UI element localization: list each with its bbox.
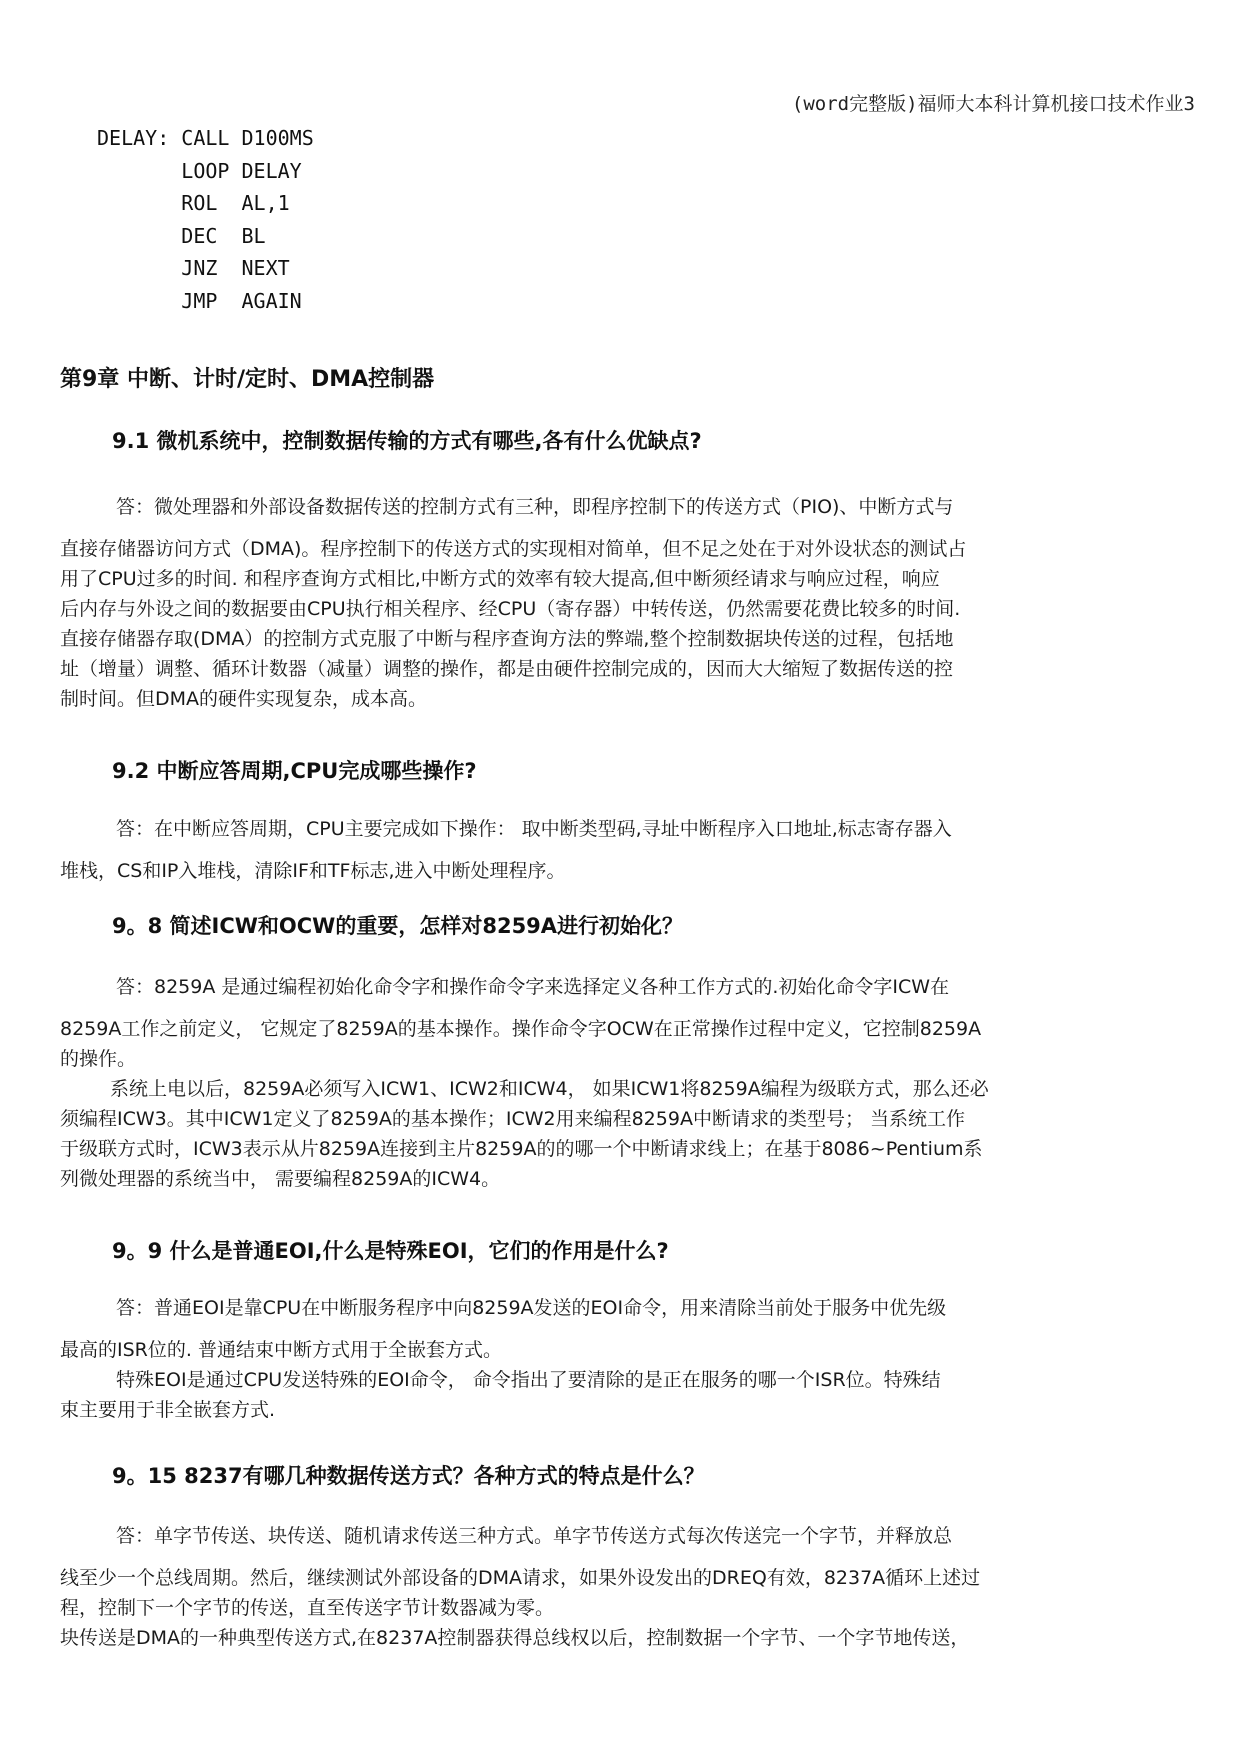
answer-line: 址（增量）调整、循环计数器（减量）调整的操作，都是由硬件控制完成的，因而大大缩短了数据传送的控 <box>60 658 954 680</box>
page-header: (word完整版)福师大本科计算机接口技术作业3 <box>791 93 1195 115</box>
answer-9-15 <box>60 1521 1190 1653</box>
answer-line: 直接存储器存取(DMA）的控制方式克服了中断与程序查询方法的弊端,整个控制数据块传送的过程，包括地 <box>60 628 954 650</box>
answer-9-2 <box>60 814 1190 886</box>
code-line: JNZ NEXT <box>97 256 290 280</box>
question-9-9-title: 9。9 什么是普通EOI,什么是特殊EOI，它们的作用是什么? <box>112 1239 669 1263</box>
answer-line: 答：普通EOI是靠CPU在中断服务程序中向8259A发送的EOI命令，用来清除当前处于服务中优先级 <box>116 1297 947 1319</box>
assembly-code-block <box>97 122 314 317</box>
answer-line: 于级联方式时，ICW3表示从片8259A连接到主片8259A的的哪一个中断请求线上；在基于8086~Pentium系 <box>60 1138 983 1160</box>
code-line: DELAY: CALL D100MS <box>97 126 314 150</box>
answer-line: 最高的ISR位的. 普通结束中断方式用于全嵌套方式。 <box>60 1339 502 1361</box>
answer-line: 程，控制下一个字节的传送，直至传送字节计数器减为零。 <box>60 1597 555 1619</box>
answer-line: 堆栈，CS和IP入堆栈，清除IF和TF标志,进入中断处理程序。 <box>60 860 566 882</box>
answer-line: 答：8259A 是通过编程初始化命令字和操作命令字来选择定义各种工作方式的.初始化命令字ICW在 <box>116 976 950 998</box>
question-9-2-title: 9.2 中断应答周期,CPU完成哪些操作? <box>112 759 477 783</box>
answer-line: 制时间。但DMA的硬件实现复杂，成本高。 <box>60 688 428 710</box>
question-9-1-title: 9.1 微机系统中，控制数据传输的方式有哪些,各有什么优缺点? <box>112 429 702 453</box>
question-9-15-title: 9。15 8237有哪几种数据传送方式？各种方式的特点是什么？ <box>112 1464 705 1488</box>
answer-line: 后内存与外设之间的数据要由CPU执行相关程序、经CPU（寄存器）中转传送，仍然需要花费比较多的时间. <box>60 598 961 620</box>
answer-line: 答：在中断应答周期，CPU主要完成如下操作： 取中断类型码,寻址中断程序入口地址,标志寄存器入 <box>116 818 952 840</box>
code-line: DEC BL <box>97 223 266 248</box>
answer-line: 的操作。 <box>60 1048 137 1070</box>
answer-line: 直接存储器访问方式（DMA)。程序控制下的传送方式的实现相对简单，但不足之处在于对外设状态的测试占 <box>60 538 967 560</box>
answer-line: 答：单字节传送、块传送、随机请求传送三种方式。单字节传送方式每次传送完一个字节，并释放总 <box>116 1525 953 1547</box>
answer-line: 特殊EOI是通过CPU发送特殊的EOI命令， 命令指出了要清除的是正在服务的哪一个ISR位。特殊结 <box>116 1369 941 1391</box>
code-line: ROL AL,1 <box>97 191 290 215</box>
answer-line: 系统上电以后，8259A必须写入ICW1、ICW2和ICW4， 如果ICW1将8259A编程为级联方式，那么还必 <box>110 1078 989 1100</box>
answer-line: 块传送是DMA的一种典型传送方式,在8237A控制器获得总线权以后，控制数据一个字节、一个字节地传送， <box>60 1627 970 1649</box>
answer-line: 须编程ICW3。其中ICW1定义了8259A的基本操作；ICW2用来编程8259A中断请求的类型号； 当系统工作 <box>60 1108 965 1130</box>
chapter-title: 第9章 中断、计时/定时、DMA控制器 <box>60 367 435 392</box>
answer-9-1 <box>60 492 1190 714</box>
code-line: LOOP DELAY <box>97 158 302 183</box>
question-9-8-title: 9。8 简述ICW和OCW的重要，怎样对8259A进行初始化？ <box>112 914 684 938</box>
answer-9-8 <box>60 972 1190 1194</box>
answer-line: 线至少一个总线周期。然后，继续测试外部设备的DMA请求，如果外设发出的DREQ有效，8237A循环上述过 <box>60 1567 981 1589</box>
answer-9-9 <box>60 1293 1190 1425</box>
answer-line: 8259A工作之前定义， 它规定了8259A的基本操作。操作命令字OCW在正常操作过程中定义，它控制8259A <box>60 1018 982 1040</box>
answer-line: 束主要用于非全嵌套方式. <box>60 1399 276 1421</box>
answer-line: 用了CPU过多的时间. 和程序查询方式相比,中断方式的效率有较大提高,但中断须经请求与响应过程，响应 <box>60 568 940 590</box>
answer-line: 列微处理器的系统当中， 需要编程8259A的ICW4。 <box>60 1168 501 1190</box>
code-line: JMP AGAIN <box>97 288 302 313</box>
answer-line: 答：微处理器和外部设备数据传送的控制方式有三种，即程序控制下的传送方式（PIO)、中断方式与 <box>116 496 954 518</box>
